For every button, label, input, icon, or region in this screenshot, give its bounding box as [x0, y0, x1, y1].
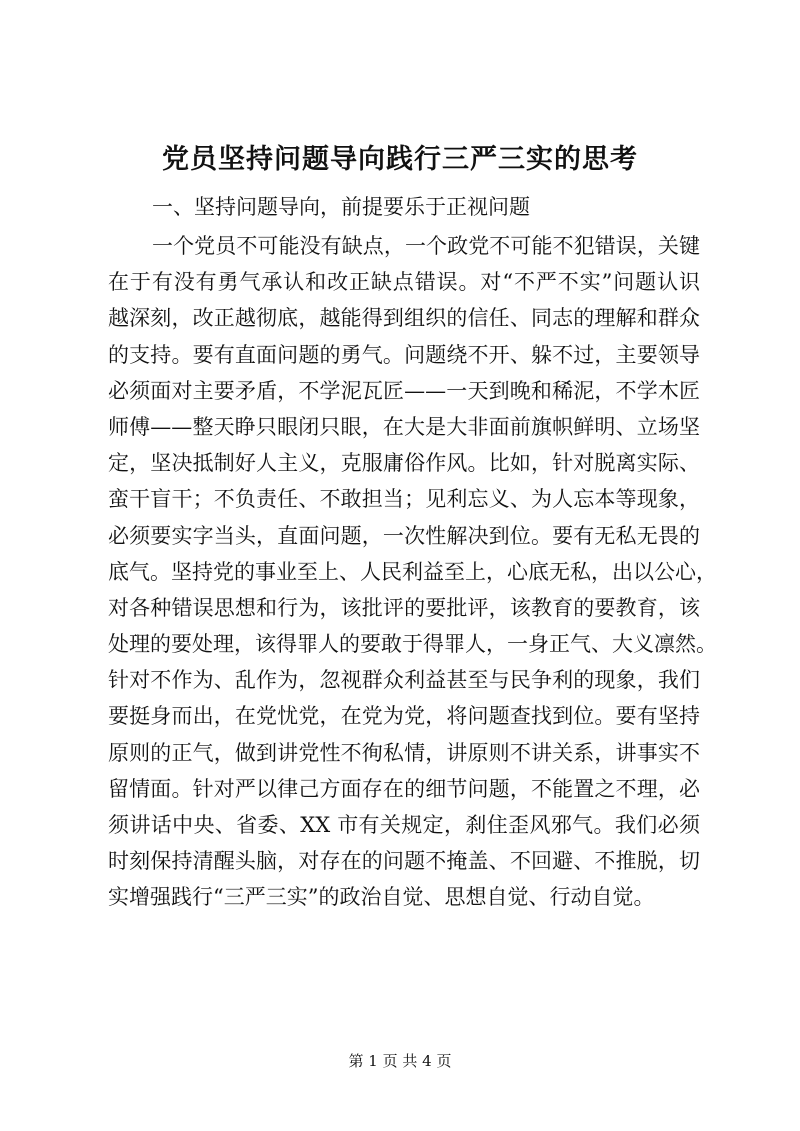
paragraph-line: 定，坚决抵制好人主义，克服庸俗作风。比如，针对脱离实际、 [108, 451, 700, 476]
section-heading: 一、坚持问题导向，前提要乐于正视问题 [152, 195, 530, 219]
paragraph-line: 原则的正气，做到讲党性不徇私情，讲原则不讲关系，讲事实不 [108, 740, 700, 765]
paragraph-line: 必须面对主要矛盾，不学泥瓦匠——一天到晚和稀泥，不学木匠 [108, 378, 700, 403]
document-title: 党员坚持问题导向践行三严三实的思考 [162, 144, 638, 175]
paragraph-line: 在于有没有勇气承认和改正缺点错误。对“不严不实”问题认识 [108, 270, 700, 295]
paragraph-line: 要挺身而出，在党忧党，在党为党，将问题查找到位。要有坚持 [108, 704, 700, 729]
paragraph-line: 师傅——整天睁只眼闭只眼，在大是大非面前旗帜鲜明、立场坚 [108, 414, 700, 439]
paragraph-line: 蛮干盲干；不负责任、不敢担当；见利忘义、为人忘本等现象， [108, 487, 700, 512]
page-footer: 第 1 页 共 4 页 [348, 1052, 452, 1070]
paragraph-line: 针对不作为、乱作为，忽视群众利益甚至与民争利的现象，我们 [108, 668, 700, 693]
paragraph-line: 处理的要处理，该得罪人的要敢于得罪人，一身正气、大义凛然。 [108, 632, 717, 657]
paragraph-line: 必须要实字当头，直面问题，一次性解决到位。要有无私无畏的 [108, 523, 700, 548]
paragraph-line: 时刻保持清醒头脑，对存在的问题不掩盖、不回避、不推脱，切 [108, 849, 700, 874]
paragraph-line: 越深刻，改正越彻底，越能得到组织的信任、同志的理解和群众 [108, 306, 700, 331]
paragraph-line: 的支持。要有直面问题的勇气。问题绕不开、躲不过，主要领导 [108, 342, 700, 367]
paragraph-line: 留情面。针对严以律己方面存在的细节问题，不能置之不理，必 [108, 776, 700, 801]
body-paragraph [108, 228, 717, 916]
paragraph-line: 一个党员不可能没有缺点，一个政党不可能不犯错误，关键 [152, 234, 700, 258]
paragraph-line: 底气。坚持党的事业至上、人民利益至上，心底无私，出以公心， [108, 559, 717, 584]
paragraph-line: 须讲话中央、省委、XX 市有关规定，刹住歪风邪气。我们必须 [108, 813, 700, 837]
paragraph-line: 实增强践行“三严三实”的政治自觉、思想自觉、行动自觉。 [108, 885, 655, 910]
paragraph-line: 对各种错误思想和行为，该批评的要批评，该教育的要教育，该 [108, 595, 700, 620]
